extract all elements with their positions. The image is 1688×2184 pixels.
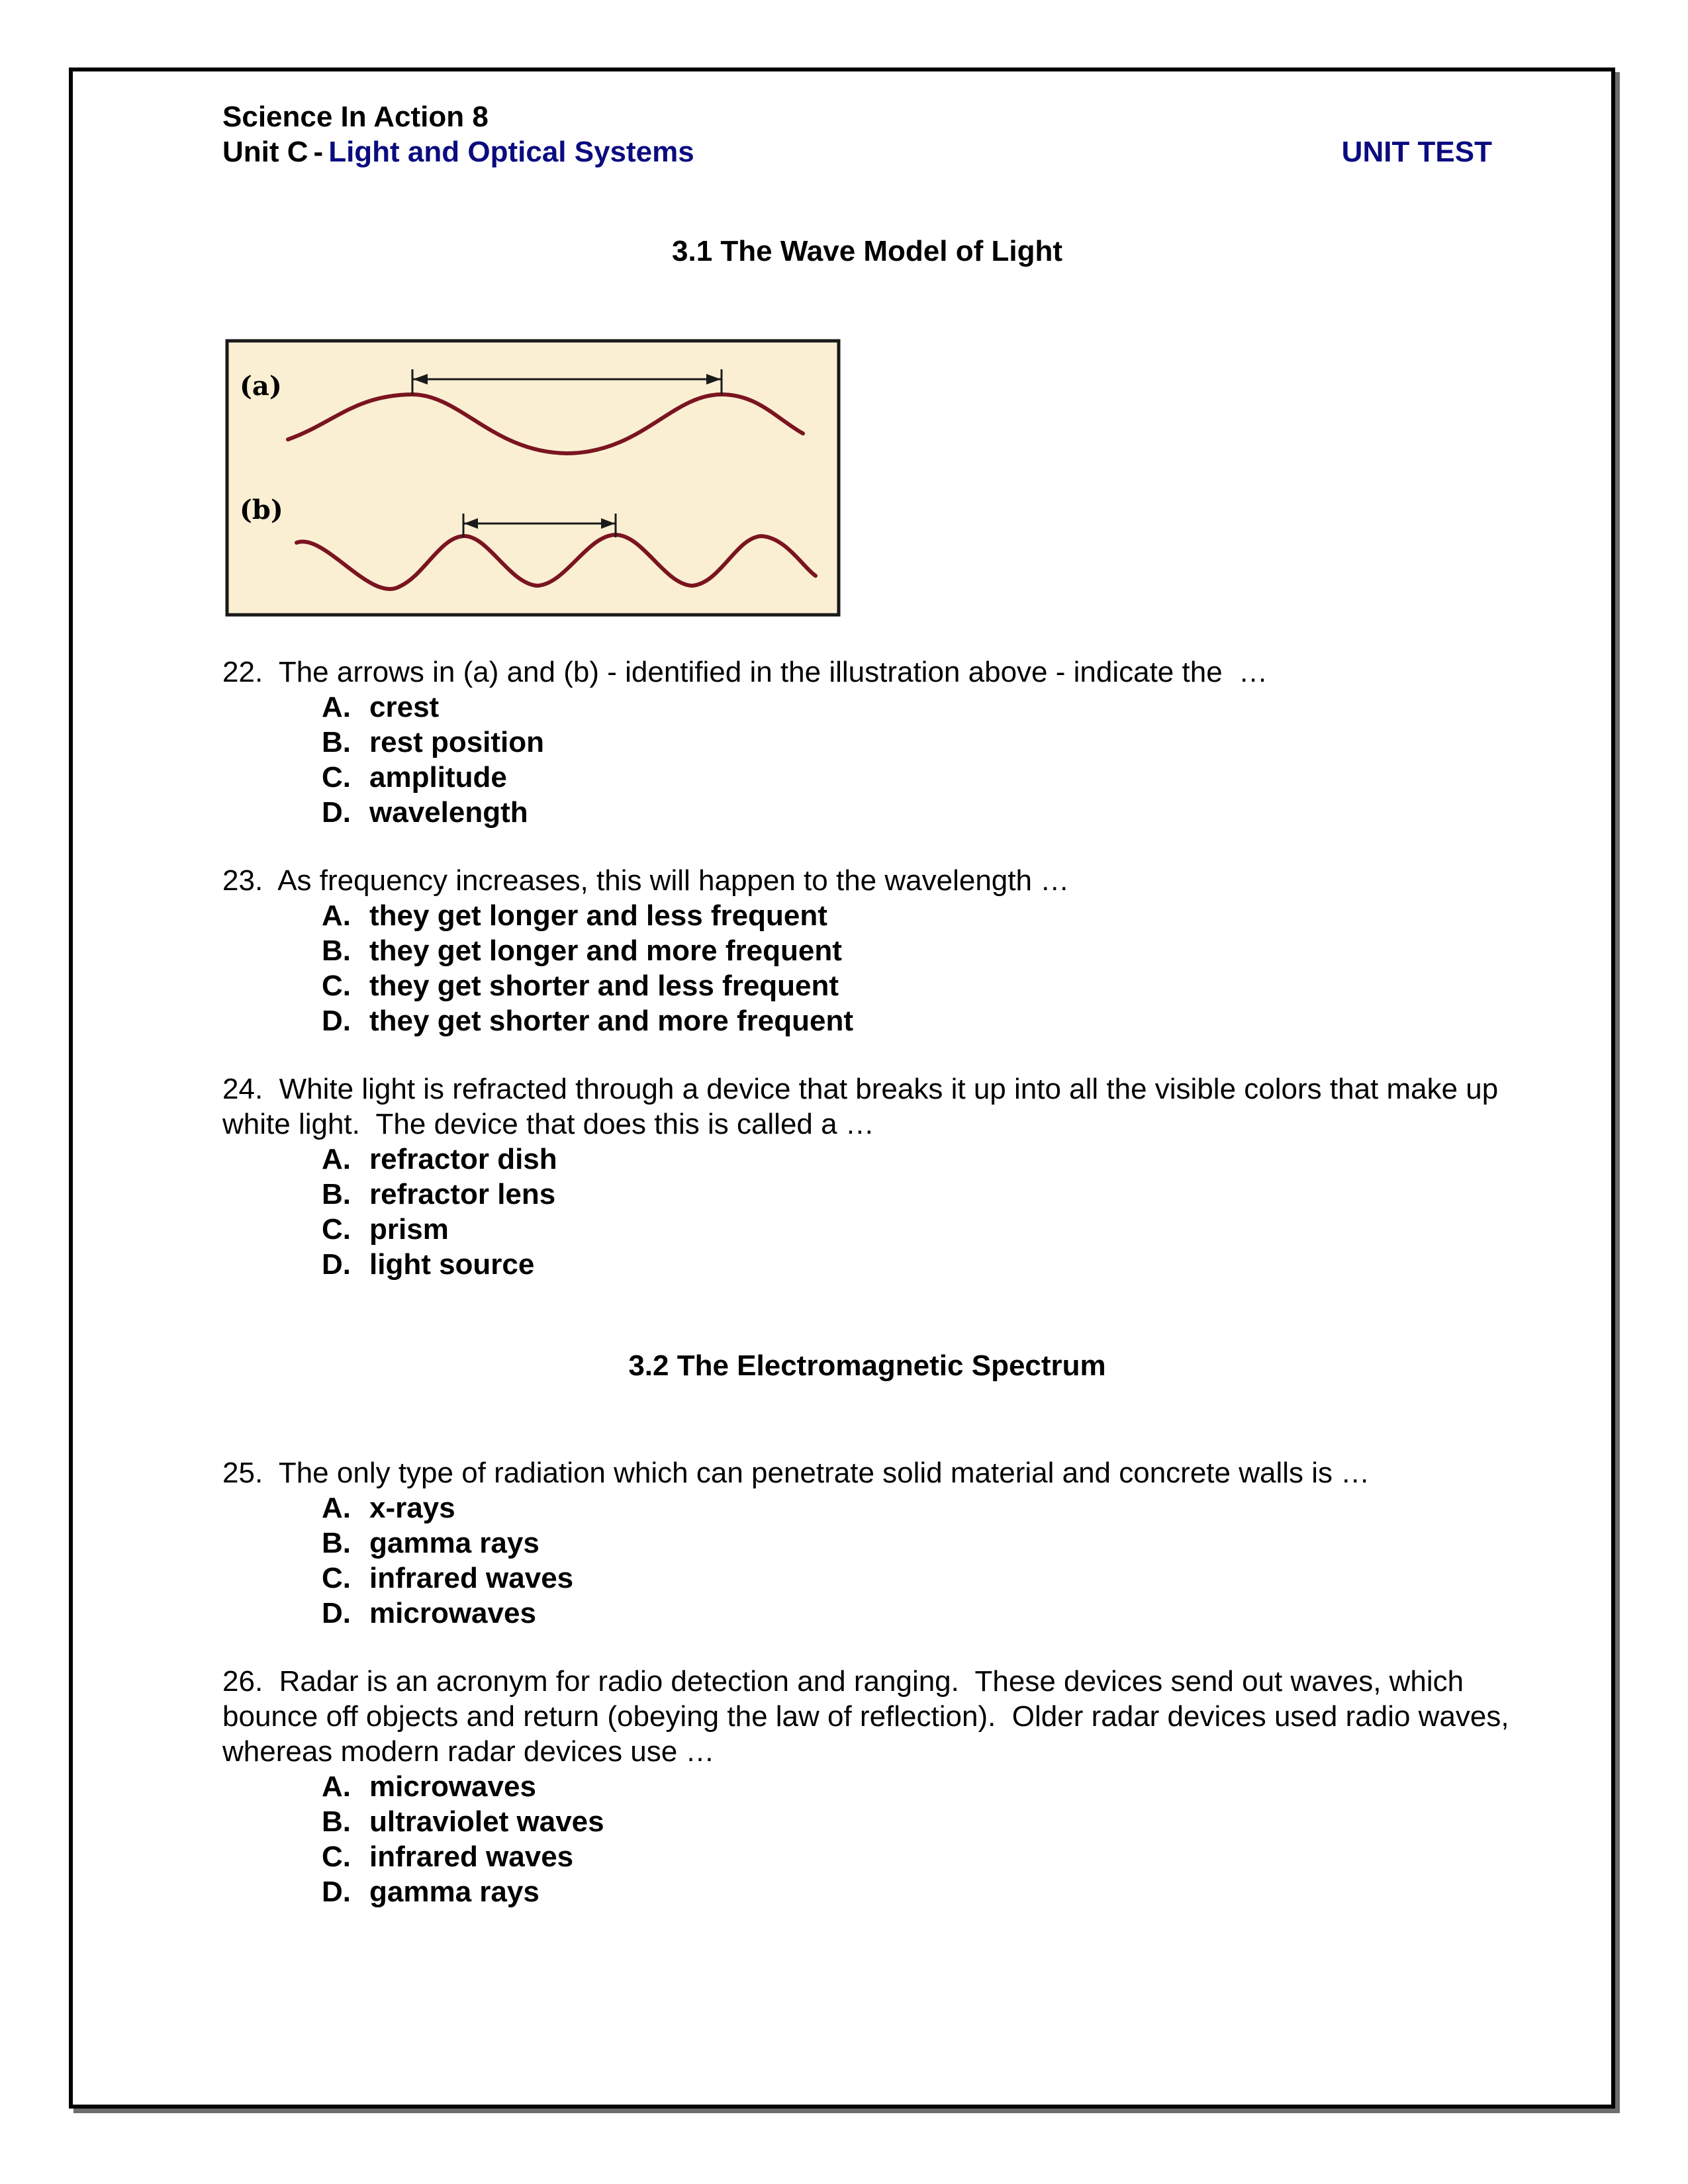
option-c[interactable]	[322, 760, 1520, 795]
option-letter: B.	[322, 1527, 351, 1559]
question-stem	[222, 863, 1520, 898]
option-text: they get longer and more frequent	[369, 934, 842, 967]
option-text: amplitude	[369, 761, 507, 794]
unit-separator: -	[313, 136, 324, 168]
question-25	[222, 1455, 1520, 1631]
option-text: x-rays	[369, 1492, 455, 1524]
figure-label-b: (b)	[240, 494, 283, 525]
answer-options	[322, 898, 1520, 1038]
option-text: refractor lens	[369, 1178, 556, 1210]
option-letter: B.	[322, 934, 351, 967]
option-b[interactable]	[322, 1177, 1520, 1212]
option-d[interactable]	[322, 1003, 1520, 1038]
option-letter: A.	[322, 1492, 351, 1524]
option-letter: C.	[322, 970, 351, 1002]
option-a[interactable]	[322, 1142, 1520, 1177]
option-letter: B.	[322, 726, 351, 758]
option-c[interactable]	[322, 968, 1520, 1003]
option-a[interactable]	[322, 898, 1520, 933]
question-23	[222, 863, 1520, 1038]
option-text: ultraviolet waves	[369, 1805, 604, 1838]
question-number: 26.	[222, 1665, 263, 1698]
option-letter: D.	[322, 1597, 351, 1629]
option-text: they get shorter and less frequent	[369, 970, 839, 1002]
question-text: The only type of radiation which can penetrate solid material and concrete walls is …	[278, 1457, 1370, 1489]
question-24	[222, 1071, 1520, 1282]
option-text: infrared waves	[369, 1841, 574, 1873]
option-text: refractor dish	[369, 1143, 557, 1175]
option-letter: D.	[322, 1876, 351, 1908]
answer-options	[322, 1769, 1520, 1909]
option-letter: B.	[322, 1805, 351, 1838]
option-c[interactable]	[322, 1839, 1520, 1874]
question-stem	[222, 1455, 1520, 1490]
option-letter: D.	[322, 1005, 351, 1037]
question-22	[222, 655, 1520, 830]
option-text: wavelength	[369, 796, 528, 829]
answer-options	[322, 1490, 1520, 1631]
option-a[interactable]	[322, 690, 1520, 725]
question-26	[222, 1664, 1520, 1909]
option-b[interactable]	[322, 1804, 1520, 1839]
figure-label-a: (a)	[240, 371, 282, 402]
option-text: microwaves	[369, 1597, 536, 1629]
option-text: rest position	[369, 726, 545, 758]
unit-prefix: Unit C	[222, 136, 308, 168]
unit-heading	[222, 136, 694, 169]
question-text: White light is refracted through a device that breaks it up into all the visible colors that make up white light. The device that does this is called a …	[222, 1073, 1507, 1140]
option-letter: A.	[322, 691, 351, 723]
option-d[interactable]	[322, 1247, 1520, 1282]
option-text: prism	[369, 1213, 449, 1246]
option-a[interactable]	[322, 1490, 1520, 1525]
option-letter: A.	[322, 1770, 351, 1803]
unit-title: Light and Optical Systems	[328, 136, 694, 168]
option-text: infrared waves	[369, 1562, 574, 1594]
option-c[interactable]	[322, 1212, 1520, 1247]
option-text: light source	[369, 1248, 535, 1281]
question-number: 24.	[222, 1073, 263, 1105]
option-letter: A.	[322, 899, 351, 932]
option-text: microwaves	[369, 1770, 536, 1803]
option-letter: C.	[322, 1213, 351, 1246]
unit-test-label: UNIT TEST	[1341, 136, 1492, 168]
option-text: gamma rays	[369, 1876, 539, 1908]
course-title: Science In Action 8	[222, 101, 489, 133]
option-b[interactable]	[322, 725, 1520, 760]
option-d[interactable]	[322, 795, 1520, 830]
answer-options	[322, 690, 1520, 830]
option-letter: C.	[322, 1841, 351, 1873]
option-letter: D.	[322, 1248, 351, 1281]
question-stem	[222, 655, 1520, 690]
question-text: Radar is an acronym for radio detection and ranging. These devices send out waves, which bounce off objects and return (obeying the law of reflection). Older radar devices used radio waves, whereas modern radar devices use …	[222, 1665, 1517, 1768]
option-d[interactable]	[322, 1596, 1520, 1631]
question-stem	[222, 1071, 1520, 1142]
option-text: crest	[369, 691, 440, 723]
question-number: 25.	[222, 1457, 263, 1489]
option-letter: A.	[322, 1143, 351, 1175]
option-letter: B.	[322, 1178, 351, 1210]
option-letter: C.	[322, 761, 351, 794]
question-text: The arrows in (a) and (b) - identified in the illustration above - indicate the …	[278, 656, 1268, 688]
question-stem	[222, 1664, 1520, 1769]
question-text: As frequency increases, this will happen to the wavelength …	[277, 864, 1070, 897]
option-text: they get longer and less frequent	[369, 899, 827, 932]
option-c[interactable]	[322, 1561, 1520, 1596]
option-text: gamma rays	[369, 1527, 539, 1559]
answer-options	[322, 1142, 1520, 1282]
option-b[interactable]	[322, 933, 1520, 968]
option-letter: D.	[322, 796, 351, 829]
option-text: they get shorter and more frequent	[369, 1005, 854, 1037]
section-title-wave-model: 3.1 The Wave Model of Light	[672, 235, 1062, 267]
option-letter: C.	[322, 1562, 351, 1594]
wave-figure	[225, 339, 841, 617]
option-a[interactable]	[322, 1769, 1520, 1804]
option-b[interactable]	[322, 1525, 1520, 1561]
question-number: 23.	[222, 864, 263, 897]
figure-background	[227, 341, 839, 615]
section-title-em-spectrum: 3.2 The Electromagnetic Spectrum	[628, 1349, 1106, 1382]
option-d[interactable]	[322, 1874, 1520, 1909]
question-number: 22.	[222, 656, 263, 688]
